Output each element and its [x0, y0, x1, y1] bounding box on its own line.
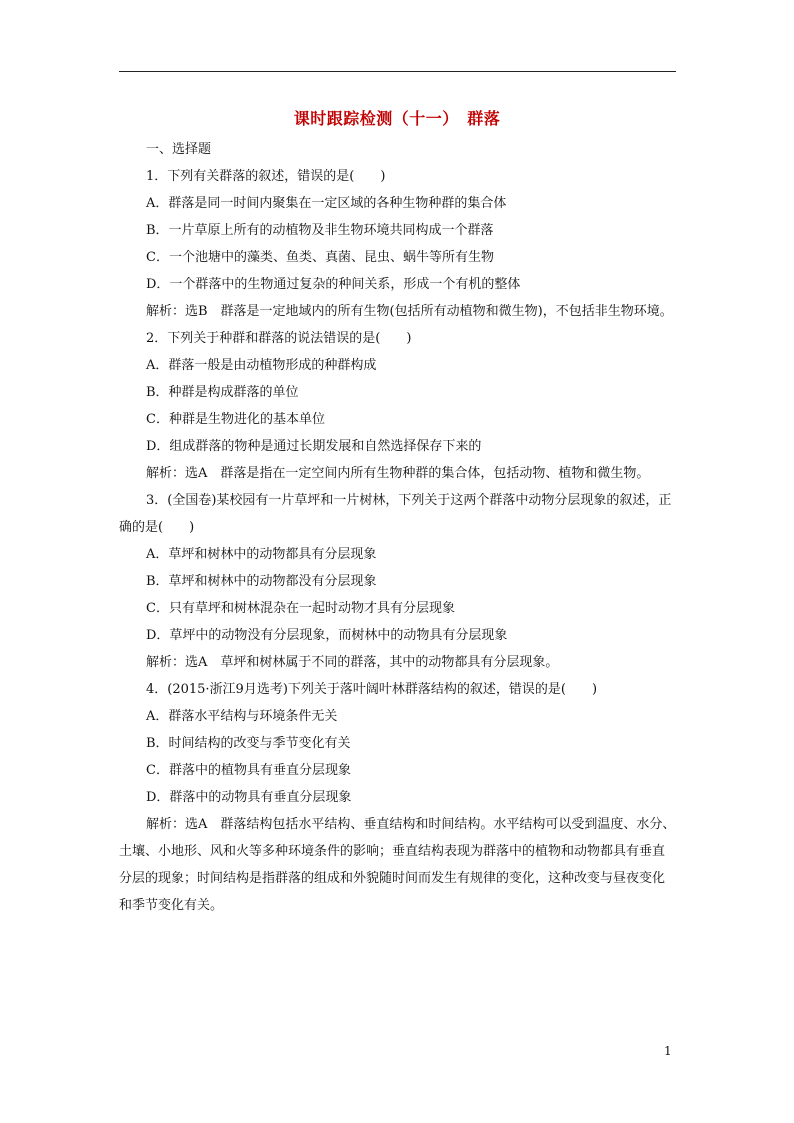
option-item: C．只有草坪和树林混杂在一起时动物才具有分层现象	[146, 601, 455, 616]
option-item: D．一个群落中的生物通过复杂的种间关系，形成一个有机的整体	[146, 277, 521, 292]
question-stem: 1．下列有关群落的叙述，错误的是( )	[146, 169, 386, 184]
option-item: B．一片草原上所有的动植物及非生物环境共同构成一个群落	[146, 223, 494, 238]
option-item: C．种群是生物进化的基本单位	[146, 412, 325, 427]
option-item: C．群落中的植物具有垂直分层现象	[146, 763, 351, 778]
option-item: B．种群是构成群落的单位	[146, 385, 299, 400]
page-number: 1	[664, 1044, 672, 1058]
option-item: A．群落一般是由动植物形成的种群构成	[146, 358, 377, 373]
question-stem: 2．下列关于种群和群落的说法错误的是( )	[146, 331, 412, 346]
question-stem: 3．(全国卷)某校园有一片草坪和一片树林，下列关于这两个群落中动物分层现象的叙述，正确的是( )	[119, 493, 672, 535]
analysis-text: 解析：选A 群落是指在一定空间内所有生物种群的集合体，包括动物、植物和微生物。	[146, 466, 650, 481]
option-item: A．草坪和树林中的动物都具有分层现象	[146, 547, 377, 562]
option-item: D．草坪中的动物没有分层现象，而树林中的动物具有分层现象	[146, 628, 508, 643]
header-rule	[119, 71, 676, 72]
option-item: A．群落是同一时间内聚集在一定区域的各种生物种群的集合体	[146, 196, 507, 211]
option-item: D．组成群落的物种是通过长期发展和自然选择保存下来的	[146, 439, 482, 454]
page-title: 课时跟踪检测（十一） 群落	[293, 109, 501, 128]
option-item: B．草坪和树林中的动物都没有分层现象	[146, 574, 377, 589]
option-item: D．群落中的动物具有垂直分层现象	[146, 790, 352, 805]
analysis-text: 解析：选A 群落结构包括水平结构、垂直结构和时间结构。水平结构可以受到温度、水分、土壤、小地形、风和火等多种环境条件的影响；垂直结构表现为群落中的植物和动物都具有垂直分层的现象；时间结构是指群落的组成和外貌随时间而发生有规律的变化，这种改变与昼夜变化和季节变化有关。	[119, 817, 676, 913]
analysis-text: 解析：选B 群落是一定地域内的所有生物(包括所有动植物和微生物)，不包括非生物环境。	[146, 304, 673, 319]
analysis-text: 解析：选A 草坪和树林属于不同的群落，其中的动物都具有分层现象。	[146, 655, 559, 670]
document-body	[119, 136, 676, 919]
section-heading: 一、选择题	[146, 142, 212, 157]
question-stem: 4．(2015·浙江9月选考)下列关于落叶阔叶林群落结构的叙述，错误的是( )	[146, 682, 598, 697]
option-item: A．群落水平结构与环境条件无关	[146, 709, 338, 724]
option-item: C．一个池塘中的藻类、鱼类、真菌、昆虫、蜗牛等所有生物	[146, 250, 494, 265]
option-item: B．时间结构的改变与季节变化有关	[146, 736, 351, 751]
